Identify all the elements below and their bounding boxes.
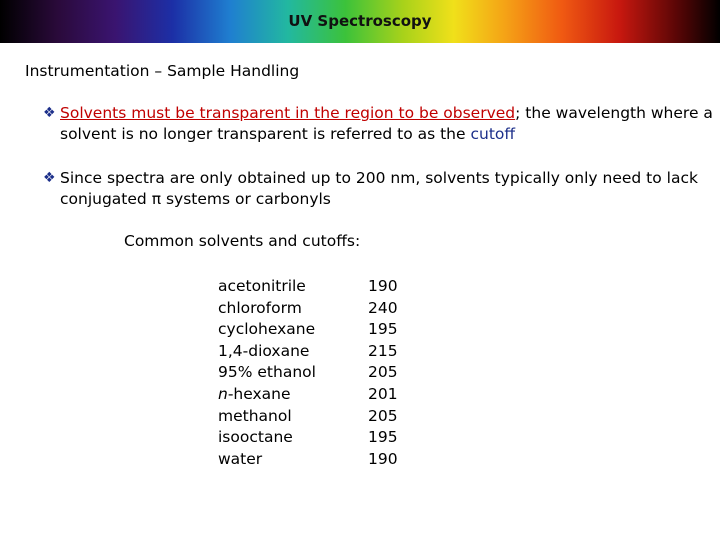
solvent-cutoff-table [218,276,408,470]
table-row [218,362,408,384]
solvent-name-text: -hexane [227,384,291,403]
solvent-name-text: 1,4-dioxane [218,341,310,360]
solvent-name-text: acetonitrile [218,277,306,295]
solvent-cutoff: 205 [368,363,398,382]
solvents-heading: Common solvents and cutoffs: [124,232,361,250]
checkmark-bullet-icon: ❖ [43,170,56,186]
solvent-name-text: chloroform [218,298,302,317]
solvent-name-text: 95% ethanol [218,363,316,382]
bullet-body-part2: systems or carbonyls [161,190,331,208]
table-row [218,427,408,449]
bullet-text [43,103,715,145]
solvent-cutoff: 195 [368,320,398,339]
solvent-name [218,406,368,428]
solvent-name-text: water [218,449,263,468]
table-row [218,341,408,363]
solvent-name [218,276,368,298]
bullet-body-part1: Since spectra are only obtained up to 200 nm, solvents typically only need to lack conjugated [60,169,698,208]
solvent-name-text: methanol [218,406,292,425]
table-row [218,384,408,406]
cutoff-term: cutoff [470,125,516,143]
solvent-cutoff: 190 [368,277,398,295]
solvent-cutoff: 201 [368,384,398,403]
pi-symbol: π [151,190,162,208]
bullet-text [43,168,715,210]
table-row [218,298,408,320]
bullet-emphasis: Solvents must be transparent in the region to be observed [60,104,516,122]
solvent-name [218,298,368,320]
table-row [218,319,408,341]
bullet-body: ; the wavelength where a solvent is no longer transparent is referred to as the [60,104,713,143]
checkmark-bullet-icon: ❖ [43,105,56,121]
table-row [218,449,408,471]
solvent-cutoff: 195 [368,428,398,447]
solvent-cutoff: 205 [368,406,398,425]
page-title: UV Spectroscopy [288,12,432,30]
table-row [218,276,408,298]
solvent-name [218,362,368,384]
solvent-name [218,427,368,449]
solvent-name-prefix: n [218,384,228,403]
solvent-cutoff: 215 [368,341,398,360]
solvent-name [218,449,368,471]
bullet-spectra-range [43,168,715,210]
table-row [218,406,408,428]
spectrum-header-bar [0,0,720,43]
solvent-name [218,341,368,363]
solvent-name [218,319,368,341]
solvent-name-text: cyclohexane [218,320,316,339]
solvent-name [218,384,368,406]
solvent-cutoff: 240 [368,298,398,317]
section-subtitle: Instrumentation – Sample Handling [25,62,300,80]
solvent-name-text: isooctane [218,428,293,447]
bullet-solvent-transparency [43,103,715,145]
solvent-cutoff: 190 [368,449,398,468]
